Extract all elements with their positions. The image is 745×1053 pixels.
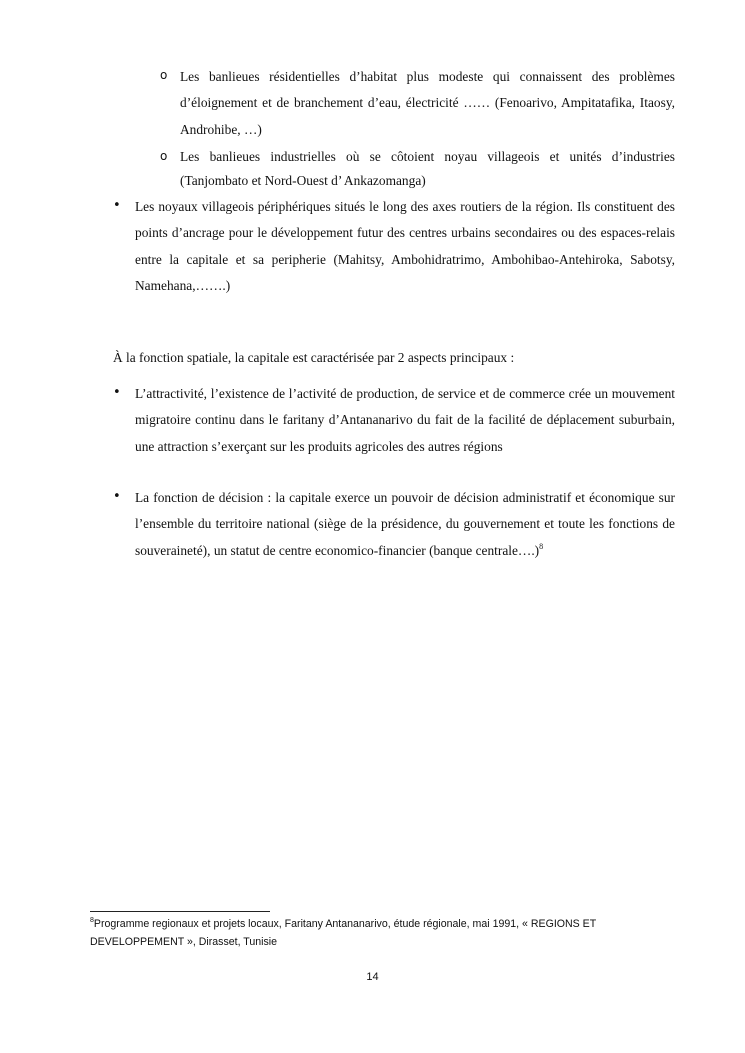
footnote (90, 915, 680, 951)
intro-paragraph: À la fonction spatiale, la capitale est caractérisée par 2 aspects principaux : (113, 350, 515, 365)
footnote-number: 8 (90, 917, 94, 924)
sub-item-residential: Les banlieues résidentielles d’habitat plus modeste qui connaissent des problèmes d’éloignement et de branchement d’eau, électricité …… (Fenoarivo, Ampitatafika, Itaosy, Androhibe, …) (180, 69, 675, 137)
bullet-marker: • (113, 385, 121, 400)
page-number: 14 (366, 971, 379, 983)
bullet-marker: • (113, 198, 121, 213)
sub-bullet-marker: o (160, 149, 168, 163)
footnote-reference[interactable]: 8 (539, 541, 544, 551)
footnote-text: Programme regionaux et projets locaux, Faritany Antananarivo, étude régionale, mai 1991, « REGIONS ET DEVELOPPEMENT », Dirasset, Tunisie (90, 918, 597, 948)
footnote-separator (90, 911, 270, 912)
sub-bullet-marker: o (160, 68, 168, 82)
bullet-decision-text: La fonction de décision : la capitale exerce un pouvoir de décision administratif et économique sur l’ensemble du territoire national (siège de la présidence, du gouvernement et toute les fonctions de souveraineté), un statut de centre economico-financier (banque centrale….) (135, 490, 675, 558)
bullet-villages: Les noyaux villageois périphériques situés le long des axes routiers de la région. Ils constituent des points d’ancrage pour le développement futur des centres urbains secondaires ou des espaces-relais entre la capitale et sa peripherie (Mahitsy, Ambohidratrimo, Ambohibao-Antehiroka, Sabotsy, Namehana,…….) (135, 199, 675, 293)
bullet-decision (135, 485, 675, 564)
bullet-marker: • (113, 489, 121, 504)
sub-item-industrial: Les banlieues industrielles où se côtoient noyau villageois et unités d’industries (Tanjombato et Nord-Ouest d’ Ankazomanga) (180, 149, 675, 188)
bullet-attractivite: L’attractivité, l’existence de l’activité de production, de service et de commerce crée un mouvement migratoire continu dans le faritany d’Antananarivo du fait de la facilité de déplacement suburbain, une attraction s’exerçant sur les produits agricoles des autres régions (135, 386, 675, 454)
